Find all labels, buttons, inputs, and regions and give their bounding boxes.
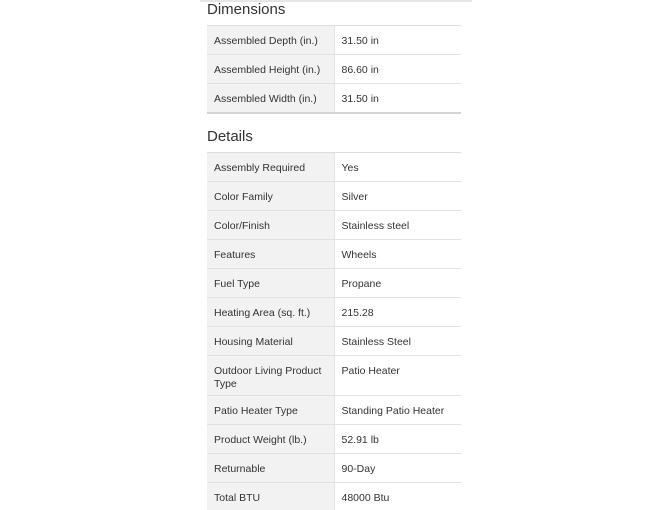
spec-label: Fuel Type — [207, 269, 334, 298]
table-row — [207, 356, 461, 396]
spec-value: 86.60 in — [334, 55, 461, 84]
spec-value: Propane — [334, 269, 461, 298]
spec-value: 31.50 in — [334, 26, 461, 55]
spec-label: Assembly Required — [207, 153, 334, 182]
spec-label: Assembled Height (in.) — [207, 55, 334, 84]
spec-label: Assembled Depth (in.) — [207, 26, 334, 55]
dimensions-table — [207, 25, 461, 114]
spec-label: Returnable — [207, 454, 334, 483]
table-row — [207, 153, 461, 182]
table-row — [207, 269, 461, 298]
table-row — [207, 454, 461, 483]
spec-value: Yes — [334, 153, 461, 182]
table-row — [207, 182, 461, 211]
spec-value: 90-Day — [334, 454, 461, 483]
dimensions-section — [207, 1, 461, 114]
table-row — [207, 84, 461, 113]
spec-value: Stainless Steel — [334, 327, 461, 356]
spec-label: Features — [207, 240, 334, 269]
table-row — [207, 55, 461, 84]
spec-label: Color Family — [207, 182, 334, 211]
spec-label: Patio Heater Type — [207, 396, 334, 425]
spec-value: Silver — [334, 182, 461, 211]
table-row — [207, 425, 461, 454]
spec-value: 52.91 lb — [334, 425, 461, 454]
spec-value: Patio Heater — [334, 356, 461, 396]
spec-label: Total BTU — [207, 483, 334, 510]
table-row — [207, 26, 461, 55]
table-row — [207, 396, 461, 425]
dimensions-heading: Dimensions — [207, 1, 286, 18]
spec-value: Wheels — [334, 240, 461, 269]
details-section — [207, 128, 461, 510]
spec-value: Standing Patio Heater — [334, 396, 461, 425]
spec-value: 31.50 in — [334, 84, 461, 113]
details-table — [207, 152, 461, 510]
table-row — [207, 298, 461, 327]
table-row — [207, 211, 461, 240]
spec-label: Color/Finish — [207, 211, 334, 240]
spec-label: Product Weight (lb.) — [207, 425, 334, 454]
spec-label: Housing Material — [207, 327, 334, 356]
table-row — [207, 483, 461, 510]
spec-value: Stainless steel — [334, 211, 461, 240]
spec-label: Outdoor Living Product Type — [207, 356, 334, 396]
spec-label: Assembled Width (in.) — [207, 84, 334, 113]
spec-label: Heating Area (sq. ft.) — [207, 298, 334, 327]
table-row — [207, 240, 461, 269]
details-heading: Details — [207, 128, 253, 145]
table-row — [207, 327, 461, 356]
spec-value: 48000 Btu — [334, 483, 461, 510]
spec-value: 215.28 — [334, 298, 461, 327]
